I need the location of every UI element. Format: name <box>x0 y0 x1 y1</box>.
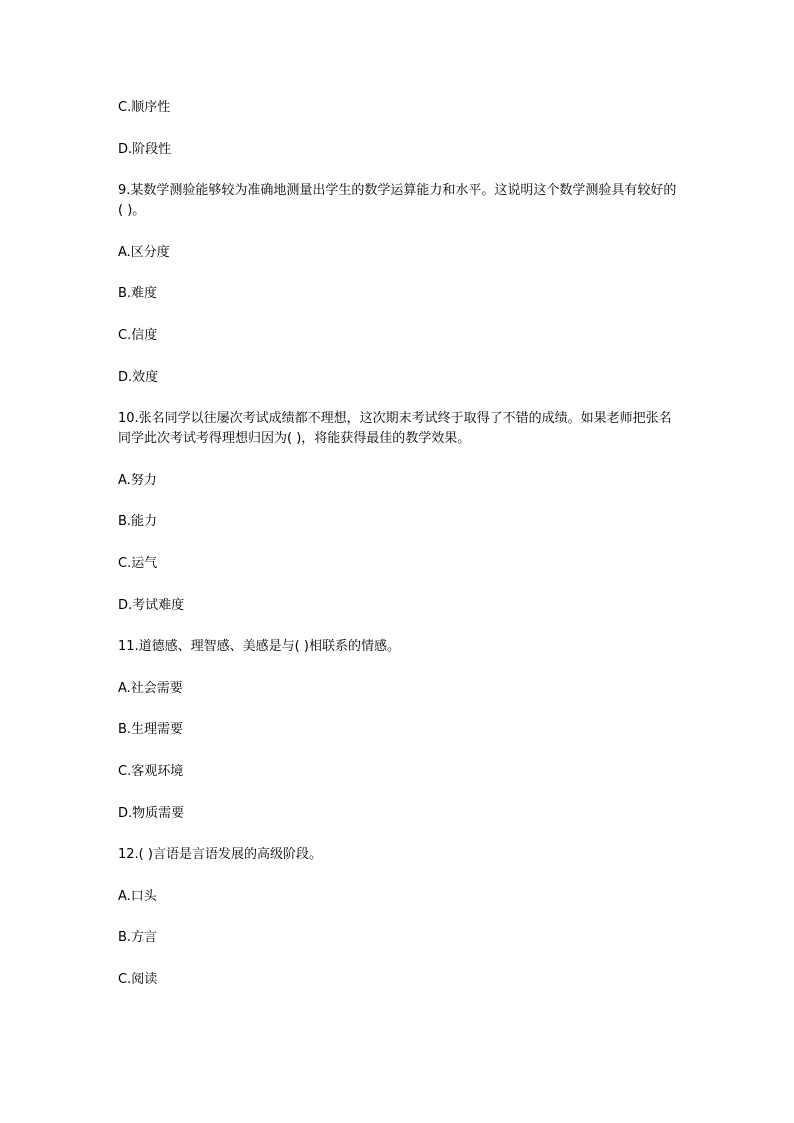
option-text: A.区分度 <box>118 244 170 260</box>
option-text: C.运气 <box>118 555 158 571</box>
question-text: 9.某数学测验能够较为准确地测量出学生的数学运算能力和水平。这说明这个数学测验具有较好的( )。 <box>118 183 677 219</box>
option-text: A.努力 <box>118 472 157 488</box>
option-text: B.生理需要 <box>118 722 184 738</box>
question-text: 11.道德感、理智感、美感是与( )相联系的情感。 <box>118 639 400 655</box>
option-text: C.信度 <box>118 327 158 343</box>
document-page <box>118 98 678 1011</box>
option-text: D.物质需要 <box>118 805 185 821</box>
option-text: D.阶段性 <box>118 141 172 157</box>
option-text: B.方言 <box>118 930 158 946</box>
option-text: D.考试难度 <box>118 597 185 613</box>
option-text: B.难度 <box>118 286 158 302</box>
option-text: B.能力 <box>118 514 158 530</box>
option-text: D.效度 <box>118 369 159 385</box>
option-text: C.顺序性 <box>118 100 171 115</box>
question-text: 12.( )言语是言语发展的高级阶段。 <box>118 847 322 863</box>
option-text: C.客观环境 <box>118 763 184 779</box>
option-text: C.阅读 <box>118 971 158 987</box>
question-text: 10.张名同学以往屡次考试成绩都不理想，这次期末考试终于取得了不错的成绩。如果老师把张名同学此次考试考得理想归因为( )，将能获得最佳的教学效果。 <box>118 411 672 447</box>
option-text: A.口头 <box>118 888 157 904</box>
option-text: A.社会需要 <box>118 680 183 696</box>
